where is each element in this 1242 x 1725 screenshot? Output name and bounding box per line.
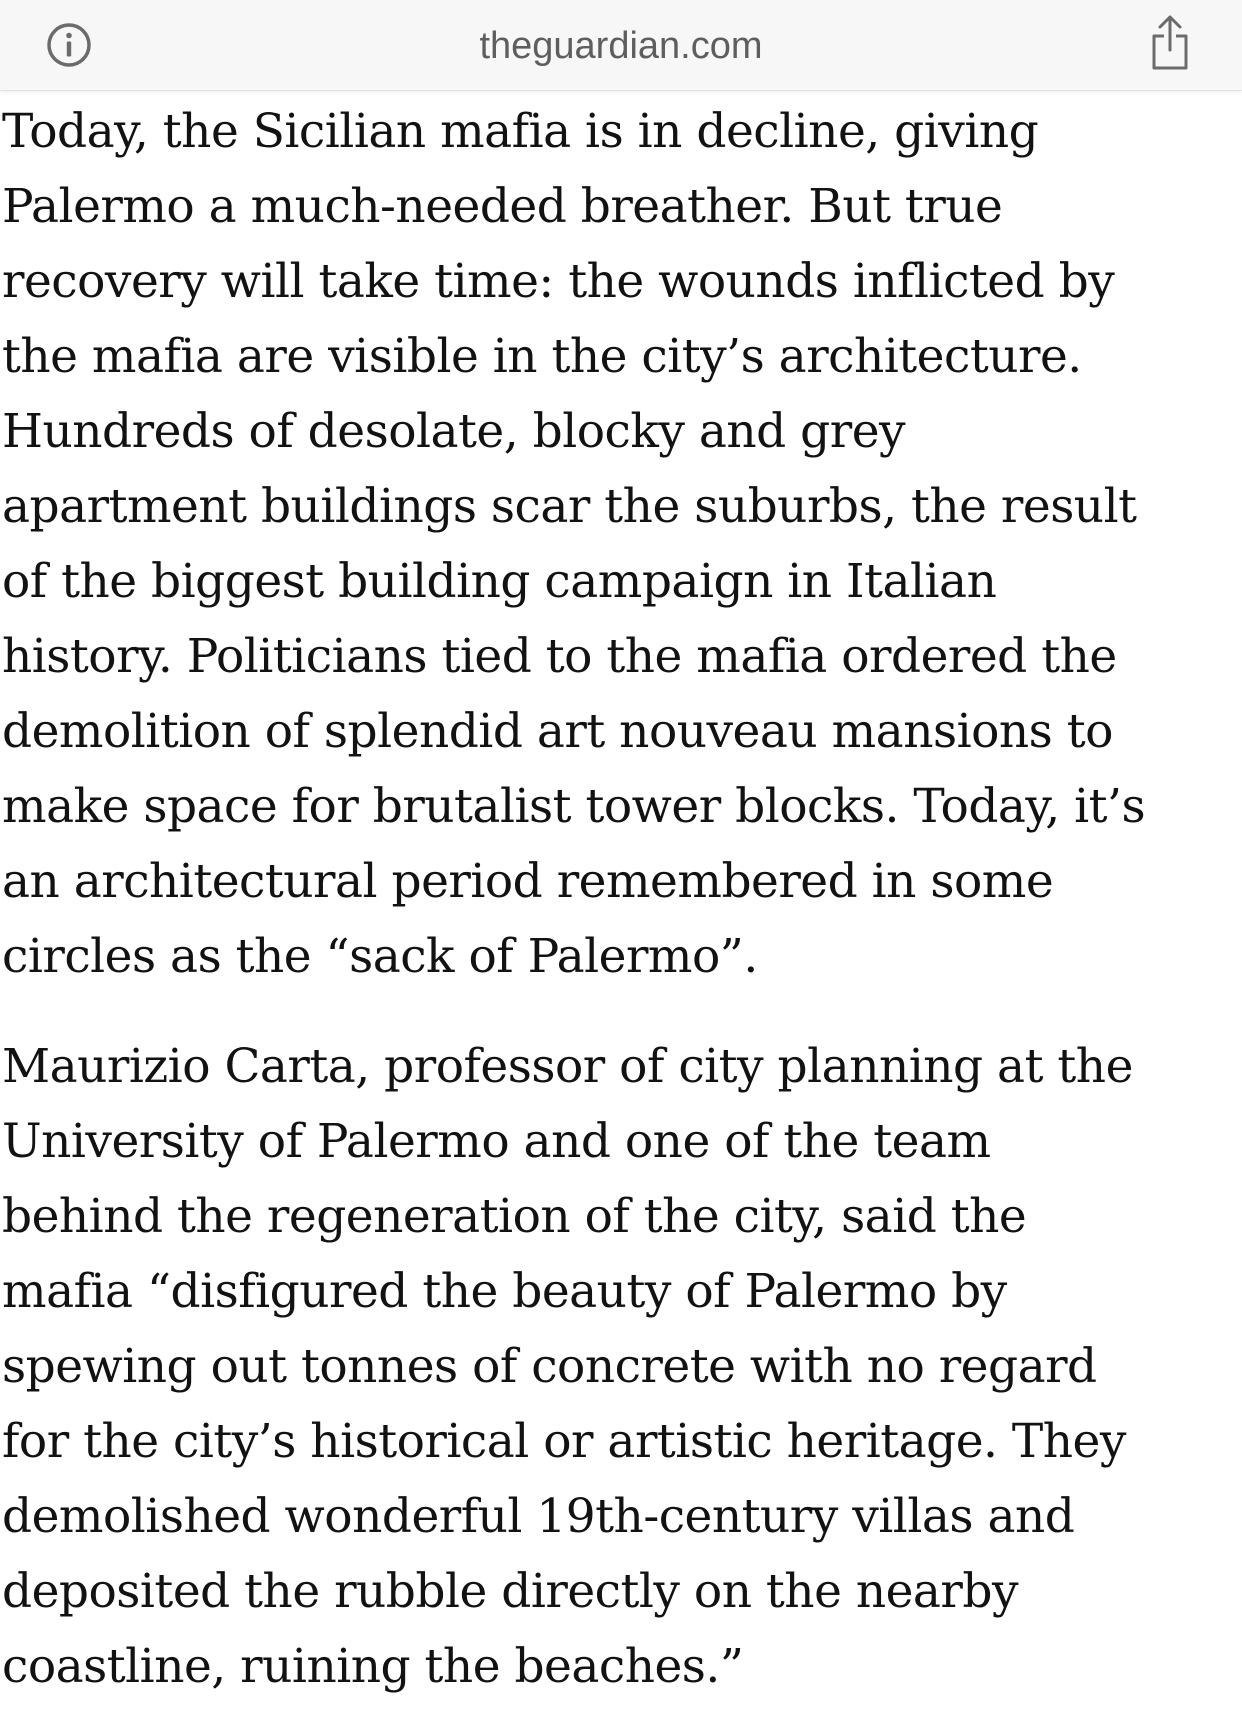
text-line: the mafia are visible in the city’s architecture. bbox=[2, 329, 1082, 384]
text-line: Hundreds of desolate, blocky and grey bbox=[2, 404, 906, 459]
text-line: for the city’s historical or artistic heritage. They bbox=[2, 1414, 1126, 1469]
text-line: demolition of splendid art nouveau mansions to bbox=[2, 704, 1113, 759]
browser-address-bar bbox=[0, 0, 1242, 91]
text-line: demolished wonderful 19th-century villas and bbox=[2, 1489, 1075, 1544]
text-line: coastline, ruining the beaches.” bbox=[2, 1639, 744, 1694]
text-line: mafia “disfigured the beauty of Palermo by bbox=[2, 1264, 1007, 1319]
text-line: behind the regeneration of the city, said the bbox=[2, 1189, 1027, 1244]
text-line: deposited the rubble directly on the nearby bbox=[2, 1564, 1019, 1619]
article-paragraph bbox=[2, 94, 1222, 994]
text-line: history. Politicians tied to the mafia ordered the bbox=[2, 629, 1117, 684]
article-paragraph bbox=[2, 1029, 1222, 1704]
share-icon[interactable] bbox=[1146, 12, 1194, 72]
text-line: make space for brutalist tower blocks. Today, it’s bbox=[2, 779, 1146, 834]
text-line: recovery will take time: the wounds inflicted by bbox=[2, 254, 1115, 309]
text-line: spewing out tonnes of concrete with no regard bbox=[2, 1339, 1097, 1394]
text-line: Today, the Sicilian mafia is in decline, giving bbox=[2, 104, 1039, 159]
text-line: University of Palermo and one of the team bbox=[2, 1114, 991, 1169]
article-body bbox=[2, 94, 1222, 1704]
url-text[interactable]: theguardian.com bbox=[479, 25, 763, 67]
text-line: an architectural period remembered in some bbox=[2, 854, 1054, 909]
text-line: Maurizio Carta, professor of city planning at the bbox=[2, 1039, 1133, 1094]
text-line: apartment buildings scar the suburbs, the result bbox=[2, 479, 1137, 534]
text-line: Palermo a much-needed breather. But true bbox=[2, 179, 1003, 234]
text-line: circles as the “sack of Palermo”. bbox=[2, 929, 758, 984]
text-line: of the biggest building campaign in Italian bbox=[2, 554, 997, 609]
